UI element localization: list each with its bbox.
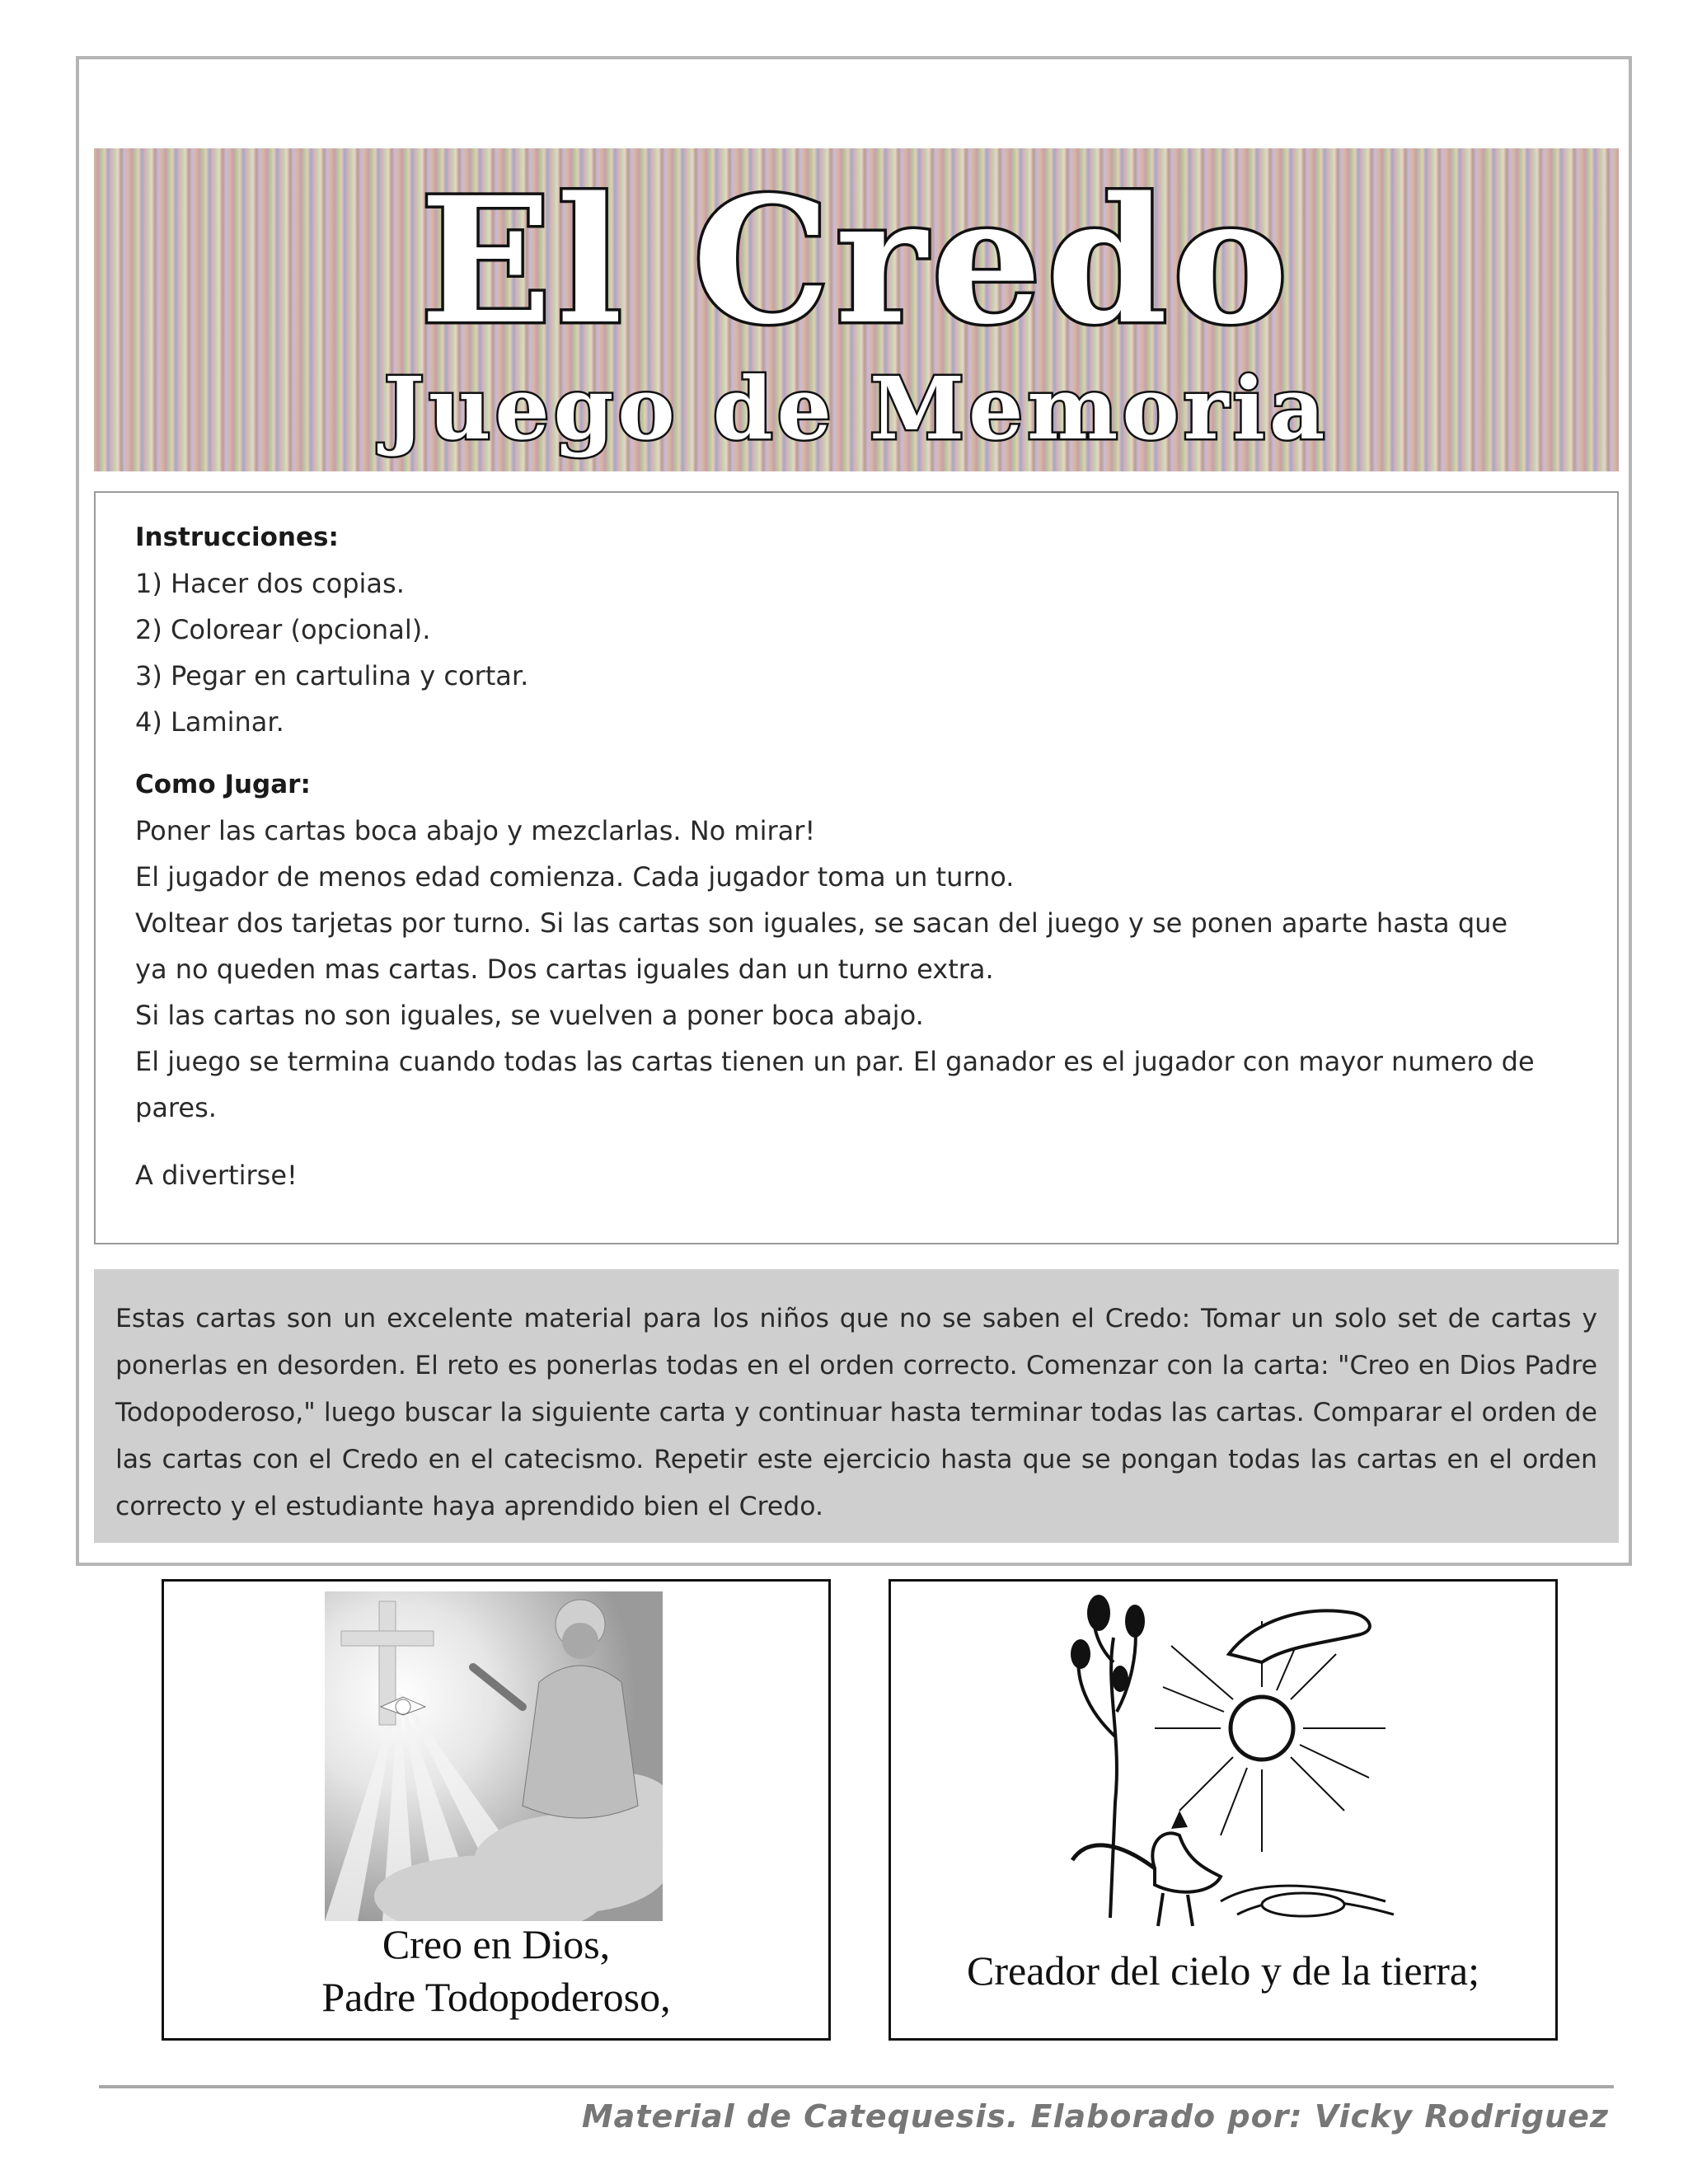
how-to-play-heading: Como Jugar: <box>135 770 311 799</box>
tip-box <box>94 1269 1619 1543</box>
instructions-box <box>94 491 1619 1244</box>
instructions-heading: Instrucciones: <box>135 523 339 552</box>
instruction-step: 4) Laminar. <box>135 706 284 738</box>
creation-illustration <box>1056 1588 1402 1934</box>
banner-title: El Credo <box>420 159 1293 363</box>
card-caption <box>164 1918 828 2023</box>
trinity-illustration <box>325 1591 663 1921</box>
title-banner-lettering <box>94 148 1619 471</box>
closing-line: A divertirse! <box>135 1160 298 1191</box>
card-caption-line: Creador del cielo y de la tierra; <box>967 1947 1479 1994</box>
title-banner <box>94 148 1619 471</box>
rule-line: El jugador de menos edad comienza. Cada jugador toma un turno. <box>135 861 1015 893</box>
memory-card <box>162 1579 831 2041</box>
footer-credit: Material de Catequesis. Elaborado por: Vicky Rodriguez <box>581 2098 1609 2135</box>
card-caption <box>891 1944 1555 1997</box>
footer-divider <box>99 2085 1614 2088</box>
card-caption-line: Creo en Dios, <box>382 1921 611 1967</box>
instruction-step: 1) Hacer dos copias. <box>135 568 405 599</box>
memory-card <box>889 1579 1558 2041</box>
rule-line: El juego se termina cuando todas las cartas tienen un par. El ganador es el jugador con mayor numero de <box>135 1046 1535 1077</box>
rule-line: Si las cartas no son iguales, se vuelven a poner boca abajo. <box>135 1000 924 1031</box>
rule-line: Voltear dos tarjetas por turno. Si las cartas son iguales, se sacan del juego y se ponen aparte hasta que <box>135 907 1508 939</box>
banner-subtitle: Juego de Memoria <box>383 358 1329 459</box>
rule-line: Poner las cartas boca abajo y mezclarlas. No mirar! <box>135 815 816 846</box>
rule-line: ya no queden mas cartas. Dos cartas iguales dan un turno extra. <box>135 954 994 985</box>
rule-line: pares. <box>135 1092 217 1123</box>
instruction-step: 3) Pegar en cartulina y cortar. <box>135 660 529 691</box>
instruction-step: 2) Colorear (opcional). <box>135 614 431 645</box>
card-caption-line: Padre Todopoderoso, <box>321 1974 671 2020</box>
tip-text: Estas cartas son un excelente material para los niños que no se saben el Credo: Tomar un solo set de cartas y ponerlas en desorden. El reto es ponerlas todas en el orden correcto. Comenzar con la carta: "Creo en Dios Padre Todopoderoso," luego buscar la siguiente carta y continuar hasta terminar todas las cartas. Comparar el orden de las cartas con el Credo en el catecismo. Repetir este ejercicio hasta que se pongan todas las cartas en el orden correcto y el estudiante haya aprendido bien el Credo. <box>115 1304 1597 1521</box>
